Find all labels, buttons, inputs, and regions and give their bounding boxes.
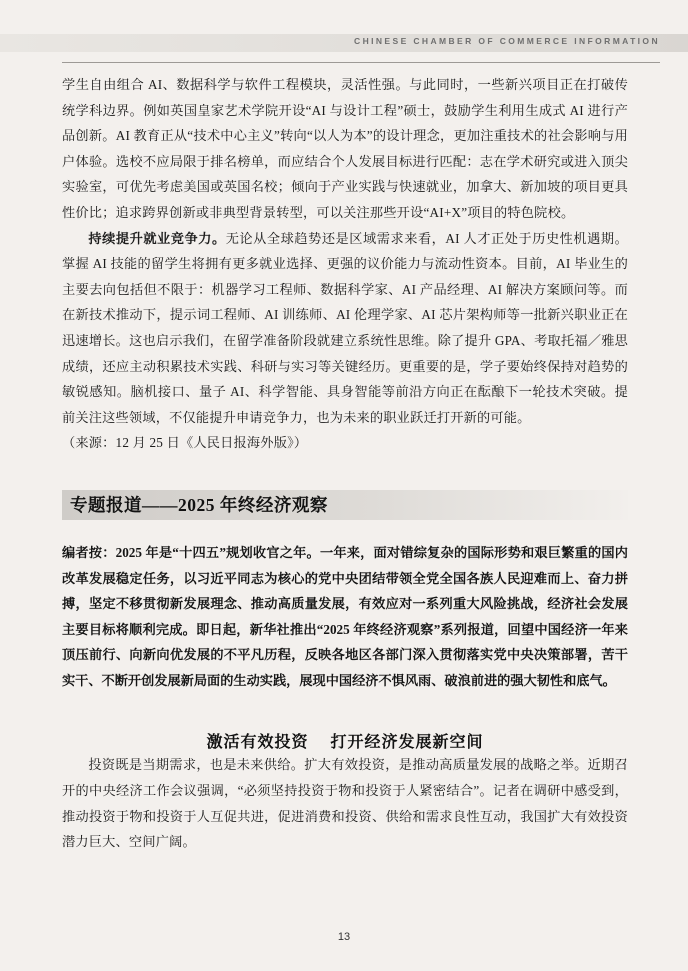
article-paragraph-1: 投资既是当期需求，也是未来供给。扩大有效投资，是推动高质量发展的战略之举。近期召开的中央经济工作会议强调，“必须坚持投资于物和投资于人紧密结合”。记者在调研中感受到，推动投资于物和投资于人互促共进，促进消费和投资、供给和需求良性互动，我国扩大有效投资潜力巨大、空间广阔。	[62, 757, 628, 850]
section-title	[62, 490, 628, 524]
paragraph-continued-2	[62, 226, 628, 431]
paragraph-continued-1: 学生自由组合 AI、数据科学与软件工程模块，灵活性强。与此同时，一些新兴项目正在打破传统学科边界。例如英国皇家艺术学院开设“AI 与设计工程”硕士，鼓励学生利用生成式 AI 进行产品创新。AI 教育正从“技术中心主义”转向“以人为本”的设计理念，更加注重技术的社会影响与用户体验。选校不应局限于排名榜单，而应结合个人发展目标进行匹配：志在学术研究或进入顶尖实验室，可优先考虑美国或英国名校；倾向于产业实践与快速就业，加拿大、新加坡的项目更具性价比；追求跨界创新或非典型背景转型，可以关注那些开设“AI+X”项目的特色院校。	[62, 77, 628, 220]
section-title-label: 专题报道——2025 年终经济观察	[70, 494, 328, 515]
source-attribution: （来源：12 月 25 日《人民日报海外版》）	[62, 435, 308, 451]
editor-note: 编者按：2025 年是“十四五”规划收官之年。一年来，面对错综复杂的国际形势和艰巨繁重的国内改革发展稳定任务，以习近平同志为核心的党中央团结带领全党全国各族人民迎难而上、奋力拼搏，坚定不移贯彻新发展理念、推动高质量发展，有效应对一系列重大风险挑战，经济社会发展主要目标将顺利完成。即日起，新华社推出“2025 年终经济观察”系列报道，回望中国经济一年来顶压前行、向新向优发展的不平凡历程，反映各地区各部门深入贯彻落实党中央决策部署，苦干实干、不断开创发展新局面的生动实践，展现中国经济不惧风雨、破浪前进的强大韧性和底气。	[62, 544, 628, 688]
running-head: CHINESE CHAMBER OF COMMERCE INFORMATION	[354, 36, 660, 46]
paragraph-continued-2-text: 无论从全球趋势还是区域需求来看，AI 人才正处于历史性机遇期。掌握 AI 技能的留学生将拥有更多就业选择、更强的议价能力与流动性资本。目前，AI 毕业生的主要去向包括但不限于：机器学习工程师、数据科学家、AI 产品经理、AI 解决方案顾问等。而在新技术推动下，提示词工程师、AI 训练师、AI 伦理学家、AI 芯片架构师等一批新兴职业正在迅速增长。这也启示我们，在留学准备阶段就建立系统性思维。除了提升 GPA、考取托福／雅思成绩，还应主动积累技术实践、科研与实习等关键经历。更重要的是，学子要始终保持对趋势的敏锐感知。脑机接口、量子 AI、科学智能、具身智能等前沿方向正在酝酿下一轮技术突破。提前关注这些领域，不仅能提升申请竞争力，也为未来的职业跃迁打开新的可能。	[62, 230, 628, 425]
paragraph-lead-in: 持续提升就业竞争力。	[88, 230, 226, 246]
page-content	[62, 72, 628, 855]
page-number: 13	[337, 931, 351, 943]
article-headline-part-1: 激活有效投资	[206, 734, 309, 752]
article-headline-part-2: 打开经济发展新空间	[330, 734, 484, 752]
article-headline	[62, 729, 628, 752]
header-rule	[62, 62, 660, 63]
